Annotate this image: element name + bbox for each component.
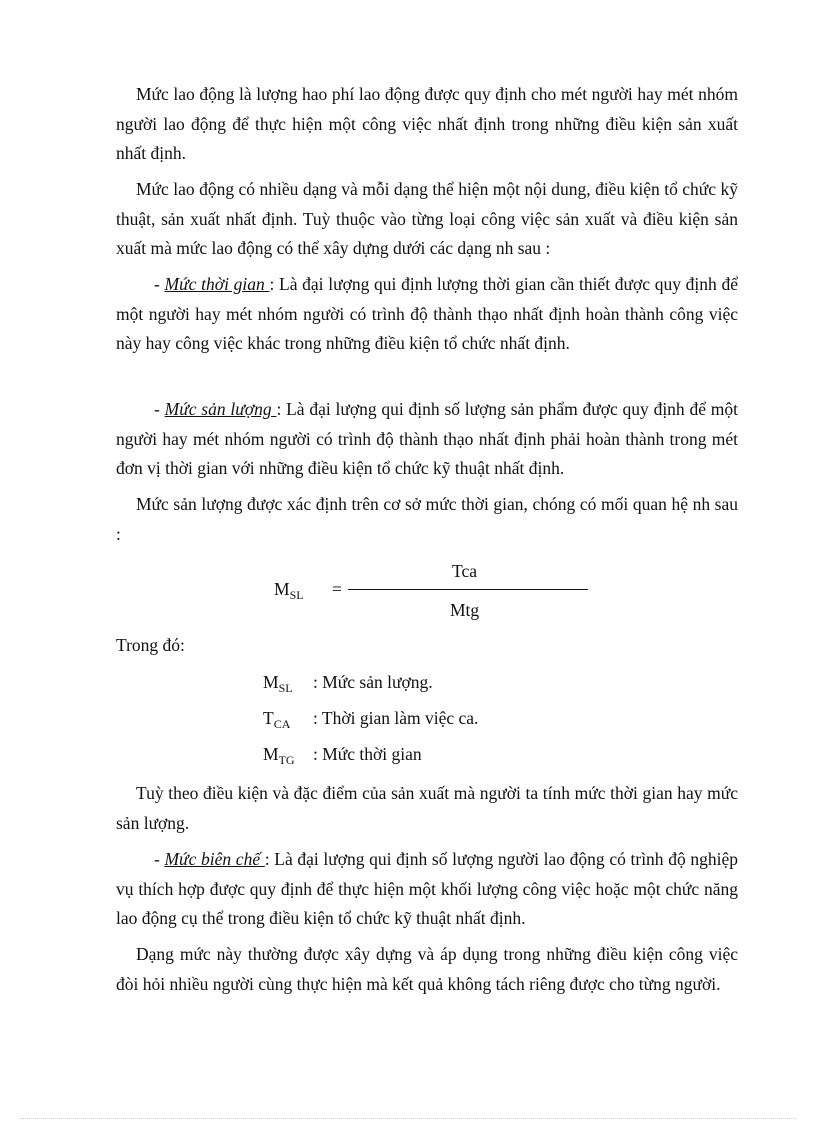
- fraction-bar: [348, 589, 588, 590]
- formula-lhs-base: M: [274, 579, 290, 599]
- formula-numerator: Tca: [452, 561, 478, 581]
- definition-symbol: $M_{SL}$: [263, 672, 293, 695]
- definition-text: : Mức thời gian: [313, 744, 422, 764]
- footer-divider: [20, 1118, 796, 1119]
- bullet-text: : Là đại lượng qui định số lượng sản phẩm được quy định để một người hay mét nhóm người có trình độ thành thạo nhất định phải hoàn thành trong mét đơn vị thời gian với những điều kiện tổ chức kỹ thuật nhất định.: [116, 399, 739, 478]
- term-muc-bien-che: Mức biên chế: [164, 849, 265, 869]
- term-muc-thoi-gian: Mức thời gian: [164, 274, 270, 294]
- definition-text: : Thời gian làm việc ca.: [313, 708, 479, 728]
- bullet-prefix: -: [154, 399, 165, 419]
- paragraph-definition: Mức lao động là lượng hao phí lao động được quy định cho mét người hay mét nhóm người lao động để thực hiện một công việc nhất định trong những điều kiện sản xuất nhất định.: [116, 84, 738, 163]
- definition-symbol: $T_{CA}$: [263, 708, 291, 731]
- definition-row: [263, 708, 478, 729]
- definition-text: : Mức sản lượng.: [313, 672, 433, 692]
- formula-lhs: [274, 579, 304, 600]
- bullet-prefix: -: [154, 274, 165, 294]
- paragraph-application: Dạng mức này thường được xây dựng và áp dụng trong những điều kiện công việc đòi hỏi nhiều người cùng thực hiện mà kết quả không tách riêng được cho từng người.: [116, 944, 738, 994]
- bullet-text: : Là đại lượng qui định số lượng người lao động có trình độ nghiệp vụ thích hợp được quy định để thực hiện một khối lượng công việc hoặc một chức năng lao động cụ thể trong điều kiện tổ chức kỹ thuật nhất định.: [116, 849, 738, 928]
- paragraph-forms: Mức lao động có nhiều dạng và mỗi dạng thể hiện một nội dung, điều kiện tổ chức kỹ thuật, sản xuất nhất định. Tuỳ thuộc vào từng loại công việc sản xuất và điều kiện sản xuất mà mức lao động có thể xây dựng dưới các dạng nh sau :: [116, 179, 738, 258]
- formula-denominator: Mtg: [450, 600, 480, 620]
- bullet-prefix: -: [154, 849, 165, 869]
- where-label: Trong đó:: [116, 635, 185, 655]
- bullet-muc-thoi-gian: [116, 270, 738, 359]
- paragraph-relation: Mức sản lượng được xác định trên cơ sở mức thời gian, chóng có mối quan hệ nh sau :: [116, 494, 738, 544]
- paragraph-conditions: Tuỳ theo điều kiện và đặc điểm của sản xuất mà người ta tính mức thời gian hay mức sản lượng.: [116, 783, 738, 833]
- bullet-text: : Là đại lượng qui định lượng thời gian cần thiết được quy định để một người hay mét nhóm người có trình độ thành thạo nhất định hoàn thành công việc này hay công việc khác trong những điều kiện tổ chức nhất định.: [116, 274, 738, 353]
- formula-equals: =: [332, 579, 342, 599]
- term-muc-san-luong: Mức sản lượng: [164, 399, 277, 419]
- bullet-muc-san-luong: [116, 395, 738, 484]
- definition-symbol: $M_{TG}$: [263, 744, 295, 767]
- definition-row: [263, 672, 433, 693]
- definition-row: [263, 744, 422, 765]
- bullet-muc-bien-che: [116, 845, 738, 934]
- formula-lhs-sub: SL: [289, 588, 304, 602]
